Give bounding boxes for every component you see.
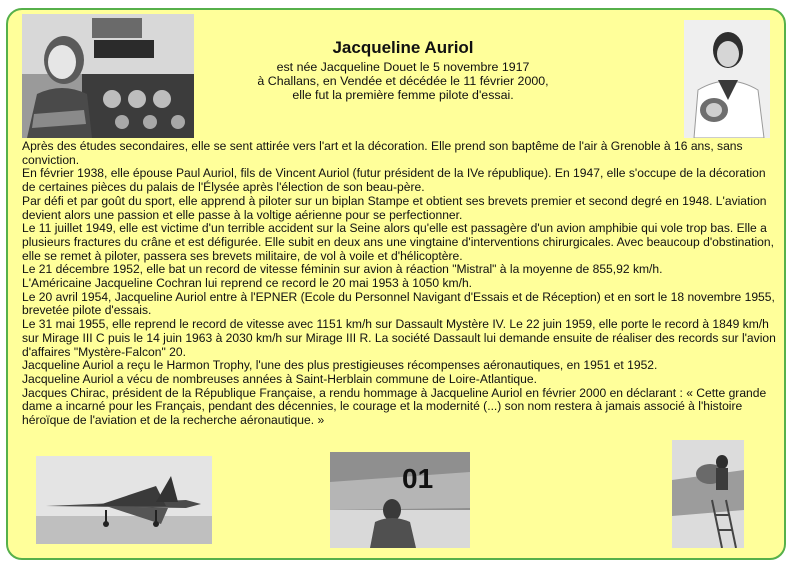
portrait-image: [684, 20, 770, 138]
paragraph-records-dassault: Le 31 mai 1955, elle reprend le record de vitesse avec 1151 km/h sur Dassault Mystère IV. Le 22 juin 1959, elle porte le record à 1849 km/h sur Mirage III C puis le 14 juin 1963 à 2030 km/h sur Mirage III R. La société Dassault lui demande ensuite de réaliser des records sur l'avion d'affaires "Mystère-Falcon" 20.: [22, 317, 776, 359]
paragraph-studies: Après des études secondaires, elle se sent attirée vers l'art et la décoration. Elle prend son baptême de l'air à Grenoble à 16 ans, sans conviction.: [22, 139, 743, 167]
jet-tail-number: 01: [402, 463, 434, 494]
paragraph-saint-herblain: Jacqueline Auriol a vécu de nombreuses années à Saint-Herblain commune de Loire-Atlantique.: [22, 371, 537, 386]
header-line-role: elle fut la première femme pilote d'essai.: [292, 88, 514, 102]
paragraph-accident: Le 11 juillet 1949, elle est victime d'un terrible accident sur la Seine alors qu'elle est passagère d'un avion amphibie qui vole trop bas. Elle a plusieurs fractures du crâne et est défigurée. Elle subit en deux ans une vingtaine d'interventions chirurgicales. Avec beaucoup d'obstination, elle se remet à piloter, passera ses brevets militaire, de vol à voile et d'hélicoptère.: [22, 221, 774, 263]
cockpit-image: [22, 14, 194, 138]
photo-mirage-jet: [36, 456, 212, 544]
paragraph-marriage: En février 1938, elle épouse Paul Auriol, fils de Vincent Auriol (futur président de la IVe république). En 1947, elle s'occupe de la décoration de certaines pièces du palais de l'Élysée après l'élection de son beau-père.: [22, 166, 766, 195]
pilot-jet-01-image: [330, 452, 470, 548]
photo-portrait: [684, 20, 770, 138]
photo-cockpit: [22, 14, 194, 138]
photo-pilot-jet-01: [330, 452, 470, 548]
paragraph-record-1952: Le 21 décembre 1952, elle bat un record de vitesse féminin sur avion à réaction "Mistral" à la moyenne de 855,92 km/h.: [22, 262, 663, 277]
paragraph-cochran: L'Américaine Jacqueline Cochran lui reprend ce record le 20 mai 1953 à 1050 km/h.: [22, 276, 473, 291]
paragraph-epner: Le 20 avril 1954, Jacqueline Auriol entre à l'EPNER (Ecole du Personnel Navigant d'Essais et de Réception) et en sort le 18 novembre 1955, brevetée pilote d'essais.: [22, 289, 775, 318]
photo-cockpit-ladder: [672, 440, 744, 548]
header-line-birth: est née Jacqueline Douet le 5 novembre 1917: [276, 60, 530, 74]
mirage-jet-image: [36, 456, 212, 544]
paragraph-piloting: Par défi et par goût du sport, elle apprend à piloter sur un biplan Stampe et obtient ses brevets premier et second degré en 1948. L'aviation devient alors une passion et elle passe à la voltige aérienne pour se perfectionner.: [22, 193, 767, 222]
page-title: Jacqueline Auriol: [332, 38, 474, 57]
document-card: [6, 8, 786, 560]
biography-text: [22, 140, 782, 428]
paragraph-harmon-trophy: Jacqueline Auriol a reçu le Harmon Trophy, l'une des plus prestigieuses récompenses aéronautiques, en 1951 et 1952.: [22, 358, 658, 373]
header-line-place: à Challans, en Vendée et décédée le 11 février 2000,: [257, 74, 549, 88]
cockpit-ladder-image: [672, 440, 744, 548]
paragraph-chirac-tribute: Jacques Chirac, président de la République Française, a rendu hommage à Jacqueline Auriol en février 2000 en déclarant : « Cette grande dame a incarné pour les Français, pendant des décennies, le courage et la modernité (...) son nom restera à jamais associé à l'histoire héroïque de l'aviation et de la recherche aéronautique. »: [22, 385, 767, 428]
header: [198, 38, 608, 102]
